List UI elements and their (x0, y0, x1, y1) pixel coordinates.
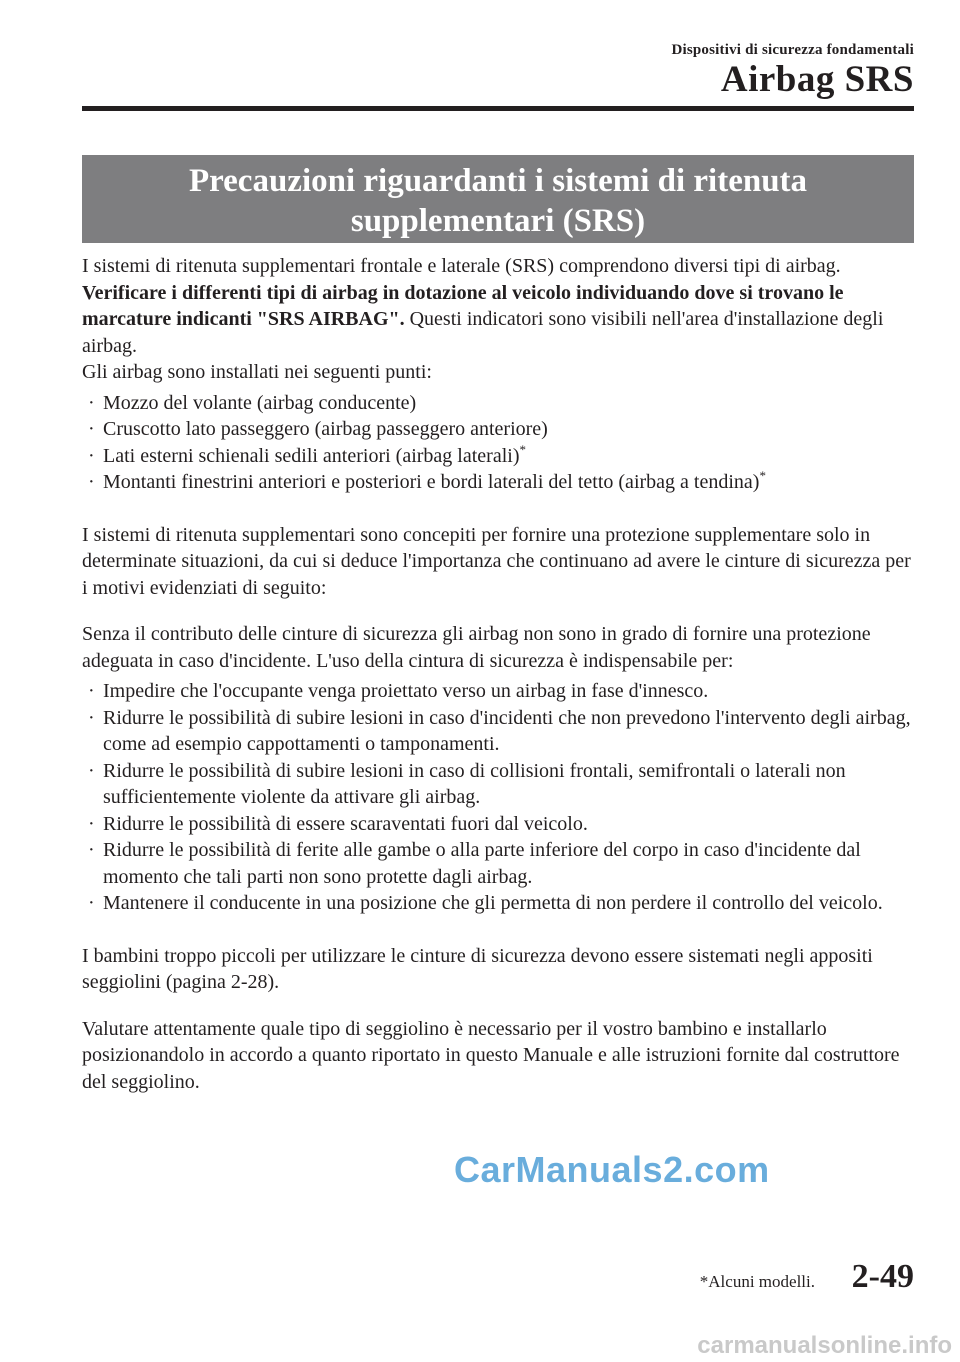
bullet-icon: · (88, 391, 95, 414)
asterisk-mark: * (519, 441, 526, 457)
list-item: · Ridurre le possibilità di ferite alle gambe o alla parte inferiore del corpo in caso d'incidente dal momento che tali parti non sono protette dagli airbag. (88, 839, 861, 888)
intro-text-b: Questi indicatori sono visibili nell'area d'installazione degli airbag. (82, 308, 884, 357)
banner-line-1: Precauzioni riguardanti i sistemi di ritenuta (188, 163, 808, 199)
list-item: · Ridurre le possibilità di subire lesioni in caso d'incidenti che non prevedono l'intervento degli airbag, come ad esempio cappottamenti o tamponamenti. (88, 706, 911, 755)
list-item: · Cruscotto lato passeggero (airbag passeggero anteriore) (82, 416, 914, 443)
main-content (82, 253, 914, 1095)
bullet-icon: · (88, 680, 95, 702)
bullet-icon: · (88, 418, 95, 440)
bullet-icon: · (88, 471, 95, 493)
intro-paragraph (82, 253, 914, 359)
list-item: · Ridurre le possibilità di essere scaraventati fuori dal veicolo. (82, 811, 914, 838)
footnote: *Alcuni modelli. (699, 1272, 815, 1291)
section-banner (82, 155, 914, 243)
bullet-icon: · (88, 706, 95, 729)
banner-line-2: supplementari (SRS) (350, 203, 646, 239)
header-divider (82, 106, 914, 111)
seatbelt-reasons-list (82, 678, 914, 917)
asterisk-mark: * (759, 468, 766, 483)
list-item: · Montanti finestrini anteriori e posteriori e bordi laterali del tetto (airbag a tendina)* (82, 469, 914, 496)
airbag-locations-list (82, 390, 914, 496)
list-item: · Impedire che l'occupante venga proiettato verso un airbag in fase d'innesco. (82, 678, 914, 705)
list-item: · Mozzo del volante (airbag conducente) (82, 390, 914, 417)
intro-text-a: I sistemi di ritenuta supplementari frontale e laterale (SRS) comprendono diversi tipi di airbag. (82, 255, 841, 277)
child-seat-advice-paragraph: Valutare attentamente quale tipo di seggiolino è necessario per il vostro bambino e installarlo posizionandolo in accordo a quanto riportato in questo Manuale e alle istruzioni fornite dal costruttore del seggiolino. (82, 1017, 900, 1093)
locations-lead: Gli airbag sono installati nei seguenti punti: (82, 361, 432, 383)
page-number: 2-49 (851, 1258, 914, 1295)
list-item: · Ridurre le possibilità di subire lesioni in caso di collisioni frontali, semifrontali o laterali non sufficientemente violente da attivare gli airbag. (88, 759, 846, 808)
list-item: · Mantenere il conducente in una posizione che gli permetta di non perdere il controllo del veicolo. (82, 890, 914, 917)
bullet-icon: · (88, 839, 95, 861)
seatbelt-paragraph: Senza il contributo delle cinture di sicurezza gli airbag non sono in grado di fornire una protezione adeguata in caso d'incidente. L'uso della cintura di sicurezza è indispensabile per: (82, 623, 871, 672)
bullet-icon: · (88, 892, 95, 914)
bullet-icon: · (88, 444, 95, 467)
site-watermark: CarManuals2.com (454, 1149, 770, 1190)
bottom-watermark: carmanualsonline.info (697, 1332, 952, 1359)
bullet-icon: · (88, 759, 95, 782)
page-title: Airbag SRS (720, 59, 914, 100)
bullet-icon: · (88, 812, 95, 835)
intro-bold-text: Verificare i differenti tipi di airbag in dotazione al veicolo individuando dove si trovano le marcature indicanti "SRS AIRBAG". (82, 281, 844, 330)
child-seat-paragraph: I bambini troppo piccoli per utilizzare le cinture di sicurezza devono essere sistemati negli appositi seggiolini (pagina 2-28). (82, 944, 873, 993)
list-item: · Lati esterni schienali sedili anteriori (airbag laterali)* (82, 443, 914, 470)
purpose-paragraph: I sistemi di ritenuta supplementari sono concepiti per fornire una protezione supplementare solo in determinate situazioni, da cui si deduce l'importanza che continuano ad avere le cinture di sicurezza per i motivi evidenziati di seguito: (82, 523, 911, 599)
section-name: Dispositivi di sicurezza fondamentali (671, 42, 914, 58)
